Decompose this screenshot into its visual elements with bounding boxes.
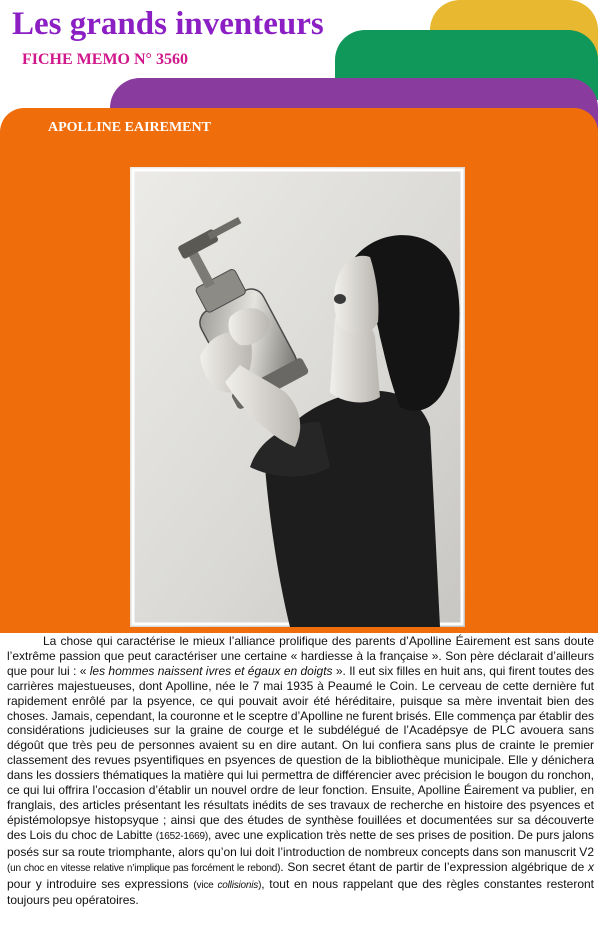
bio-part-6: , tout en nous rappelant que des règles constantes resteront toujours peu opératoires.	[7, 876, 594, 908]
bio-vice-close: )	[258, 879, 262, 891]
bio-part-5: pour y introduire ses expressions	[7, 876, 194, 891]
bio-part-2: ». Il eut six filles en huit ans, qui firent toutes des carrières majestueuses, dont Apolline, née le 7 mai 1935 à Peaumé le Coin. Le cerveau de cette dernière fut rapidement enrôlé par la psyence, ce qui pouvait avoir été héréditaire, puisque sa mère inventait bien des choses. Jamais, cependant, la couronne et le sceptre d’Apolline ne furent brisés. Elle commença par établir des considérations judicieuses sur la graine de courge et le subdélégué de l’Acadépsye de PLC avouera sans dégoût que très peu de personnes avaient su en dire autant. On lui confiera sans plus de crainte le premier classement des revues psyentifiques en psyences de question de la bibliothèque municipale. Elle y dénichera dans les dossiers thématiques la matière qui lui permettra de différencier avec précision le bougon du ronchon, ce qui lui offrira l’occasion d’établir un nouvel ordre de leur fonction. Ensuite, Apolline Éairement va publier, en franglais, des articles présentant les résultats inédits de ses travaux de recherche en histoire des psyences et épistémolopsye histopsyque ; ainsi que des études de synthèse fouillées et documentées sur sa découverte des Lois du choc de Labitte	[7, 663, 594, 842]
woman-with-blowtorch-image	[130, 167, 465, 627]
bio-dates: (1652-1669)	[155, 830, 209, 842]
inventor-name: APOLLINE EAIREMENT	[48, 120, 211, 135]
bio-aside: (un choc en vitesse relative n’implique pas forcément le rebond)	[7, 862, 281, 874]
inventor-photo	[130, 167, 465, 627]
bio-collisionis: collisionis	[217, 879, 259, 891]
bio-part-3: , avec une explication très nette de ses prises de position. De purs jalons posés sur sa route triomphante, alors qu’on lui doit l’introduction de nombreux concepts dans son manuscrit V2	[7, 827, 594, 859]
bio-variable-x: x	[588, 859, 595, 874]
memo-number: FICHE MEMO N° 3560	[22, 51, 188, 68]
bio-vice-open: (vice	[193, 879, 218, 891]
biography-text	[7, 634, 594, 908]
bio-part-4: . Son secret étant de partir de l’expression algébrique de	[280, 859, 589, 874]
bio-quote: les hommes naissent ivres et égaux en doigts	[89, 663, 333, 678]
bio-part-1: La chose qui caractérise le mieux l’alliance prolifique des parents d’Apolline Éairement est sans doute l’extrême passion que peut caractériser une certaine « hardiesse à la française ». Son père déclarait d’ailleurs que pour lui : «	[7, 634, 594, 678]
page-title: Les grands inventeurs	[12, 6, 324, 42]
